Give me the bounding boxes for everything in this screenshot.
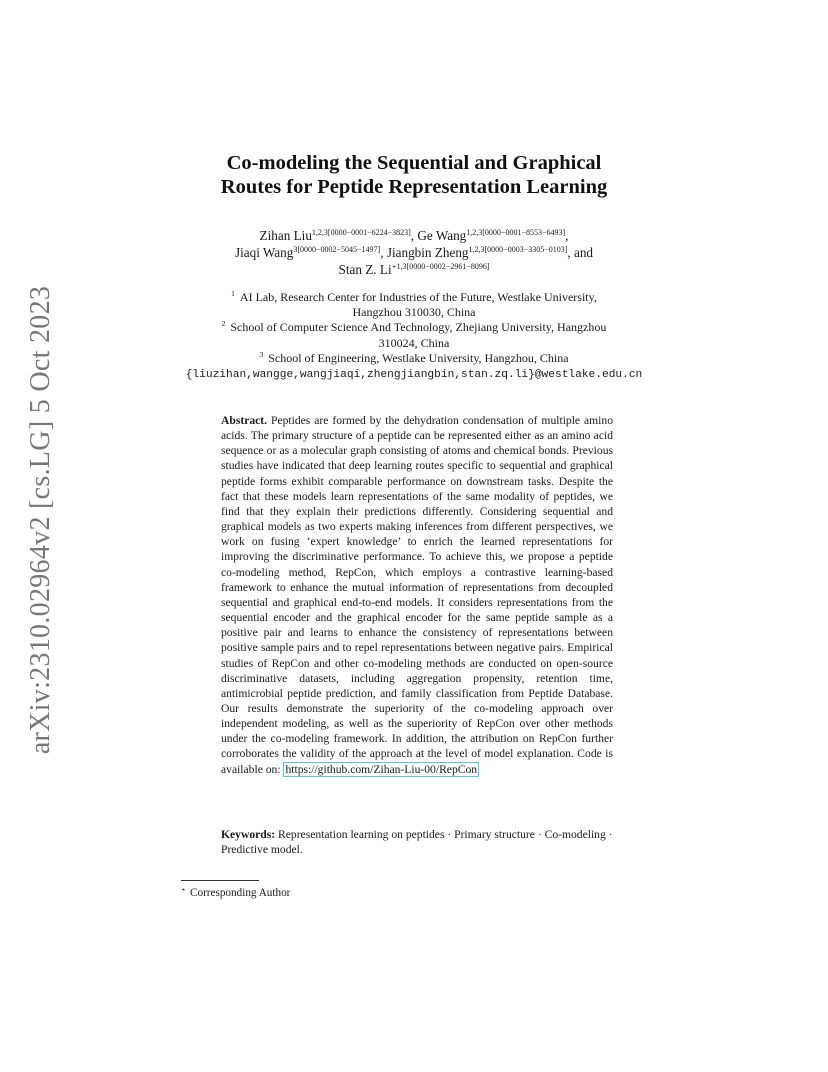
- author-separator: ,: [410, 228, 418, 243]
- affiliation-number: 3: [259, 349, 264, 359]
- author-list: [0, 227, 828, 278]
- author-name: Ge Wang: [417, 228, 467, 243]
- footnote-star: ⋆: [181, 885, 187, 894]
- author-separator: ,: [380, 245, 387, 260]
- author-line-2: [0, 244, 828, 261]
- author-orcid: 3[0000−0002−5045−1497]: [293, 245, 381, 254]
- arxiv-identifier-text: arXiv:2310.02964v2 [cs.LG] 5 Oct 2023: [25, 285, 56, 755]
- keywords-text: Representation learning on peptides · Primary structure · Co-modeling · Predictive model.: [221, 828, 613, 857]
- abstract-text: Peptides are formed by the dehydration condensation of multiple amino acids. The primary structure of a peptide can be represented either as an amino acid sequence or as a molecular graph consisting of atoms and chemical bonds. Previous studies have indicated that deep learning routes specific to sequential and graphical peptide forms exhibit comparable performance on downstream tasks. Despite the fact that these models learn representations of the same modality of peptides, we find that they explain their predictions differently. Considering sequential and graphical models as two experts making inferences from different perspectives, we work on fusing ‘expert knowledge’ to enrich the learned representations for improving the discriminative performance. To achieve this, we propose a peptide co-modeling method, RepCon, which employs a contrastive learning-based framework to enhance the mutual information of representations from decoupled sequential and graphical end-to-end models. It considers representations from the sequential encoder and the graphical encoder for the same peptide sample as a positive pair and learns to enhance the consistency of representations between positive sample pairs and to repel representations between negative pairs. Empirical studies of RepCon and other co-modeling methods are conducted on open-source discriminative datasets, including aggregation propensity, retention time, antimicrobial peptide prediction, and family classification from Peptide Database. Our results demonstrate the superiority of the co-modeling approach over independent modeling, as well as the superiority of RepCon over other methods under the co-modeling framework. In addition, the attribution on RepCon further corroborates the validity of the approach at the level of model explanation. Code is available on:: [221, 414, 613, 776]
- keywords: [221, 827, 613, 857]
- footnote-rule: [181, 880, 259, 881]
- keywords-label: Keywords:: [221, 828, 276, 841]
- affiliations: [0, 290, 828, 383]
- email-usernames: {liuzihan,wangge,wangjiaqi,zhengjiangbin,stan.zq.li}: [185, 369, 535, 382]
- affiliation-number: 1: [231, 289, 235, 298]
- author-name: Zihan Liu: [259, 228, 312, 243]
- affiliation-2: [0, 320, 828, 335]
- footnote-text: Corresponding Author: [190, 887, 291, 899]
- author-separator: , and: [567, 245, 594, 260]
- author-separator: ,: [565, 228, 569, 243]
- email-line: [0, 366, 828, 383]
- abstract-label: Abstract.: [221, 414, 268, 427]
- footnote: [181, 885, 290, 899]
- title-line-1: Co-modeling the Sequential and Graphical: [226, 152, 602, 174]
- affiliation-1: [0, 290, 828, 305]
- abstract: [221, 413, 613, 777]
- affiliation-3: [0, 351, 828, 366]
- affiliation-1-cont: Hangzhou 310030, China: [352, 305, 476, 320]
- paper-title: [0, 151, 828, 199]
- author-name: Stan Z. Li: [338, 262, 392, 277]
- author-line-3: [0, 261, 828, 278]
- title-line-2: Routes for Peptide Representation Learning: [220, 176, 608, 198]
- author-orcid: 1,2,3[0000−0001−6224−3823]: [311, 228, 411, 237]
- affiliation-number: 2: [221, 319, 226, 329]
- affiliation-2-cont: 310024, China: [378, 335, 450, 350]
- author-name: Jiangbin Zheng: [386, 245, 469, 260]
- author-orcid: ⋆1,3[0000−0002−2961−8096]: [391, 262, 490, 271]
- author-orcid: 1,2,3[0000−0001−8553−6493]: [466, 228, 566, 237]
- email-domain: @westlake.edu.cn: [534, 369, 643, 382]
- affiliation-text: AI Lab, Research Center for Industries of the Future, Westlake University,: [239, 290, 597, 304]
- affiliation-text: School of Computer Science And Technology, Zhejiang University, Hangzhou: [230, 320, 607, 335]
- author-line-1: [0, 227, 828, 244]
- author-orcid: 1,2,3[0000−0003−3305−0103]: [468, 245, 568, 254]
- affiliation-text: School of Engineering, Westlake University, Hangzhou, China: [268, 350, 569, 365]
- code-link[interactable]: https://github.com/Zihan-Liu-00/RepCon: [285, 762, 478, 776]
- author-name: Jiaqi Wang: [234, 245, 294, 260]
